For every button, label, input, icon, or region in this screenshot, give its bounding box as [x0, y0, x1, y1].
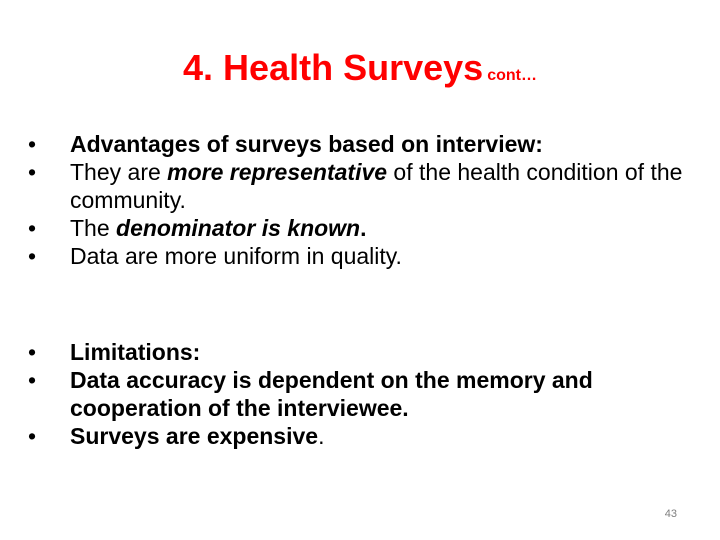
advantages-list	[28, 130, 698, 270]
advantage-period: .	[360, 215, 367, 241]
page-number: 43	[664, 508, 677, 520]
advantages-heading	[28, 130, 698, 158]
advantage-text: Data are more uniform in quality.	[70, 243, 402, 269]
limitation-item-expensive	[28, 422, 698, 450]
advantage-item-uniform	[28, 242, 698, 270]
limitation-item-accuracy	[28, 366, 698, 422]
limitation-period: .	[318, 423, 325, 449]
bullet-icon: •	[28, 131, 37, 157]
limitations-heading-text: Limitations:	[70, 339, 201, 365]
limitations-heading	[28, 338, 698, 366]
bullet-icon: •	[28, 339, 37, 365]
limitation-text: Surveys are expensive	[70, 423, 319, 449]
bullet-icon: •	[28, 215, 37, 241]
advantages-heading-text: Advantages of surveys based on interview:	[70, 131, 543, 157]
bullet-icon: •	[28, 159, 37, 185]
title-main: 4. Health Surveys	[183, 47, 484, 88]
advantage-emphasis: more representative	[167, 159, 388, 185]
limitation-text: Data accuracy is dependent on the memory and cooperation of the interviewee.	[70, 367, 593, 421]
advantage-emphasis: denominator is known	[116, 215, 361, 241]
limitations-list	[28, 338, 698, 450]
advantage-text: They are	[70, 159, 168, 185]
bullet-icon: •	[28, 243, 37, 269]
advantage-item-representative	[28, 158, 698, 214]
bullet-icon: •	[28, 367, 37, 393]
advantage-item-denominator	[28, 214, 698, 242]
bullet-icon: •	[28, 423, 37, 449]
advantage-text: of the health condition of the community.	[70, 159, 683, 213]
advantage-text: The	[70, 215, 117, 241]
slide-title	[0, 44, 720, 100]
title-suffix: cont…	[487, 67, 537, 84]
